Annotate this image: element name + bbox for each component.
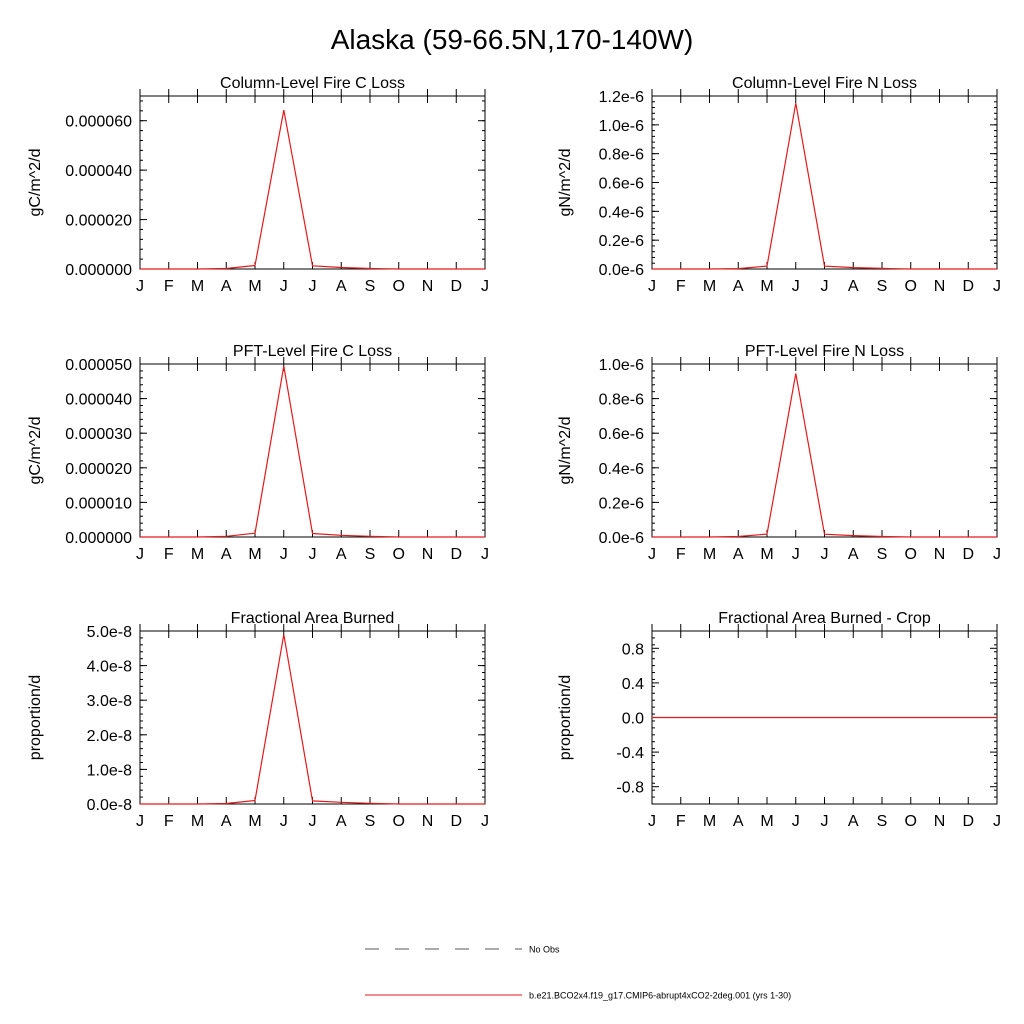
- x-tick-label: A: [732, 278, 744, 295]
- x-tick-label: S: [364, 813, 376, 830]
- x-tick-label: N: [933, 813, 946, 830]
- chart-panel-4: [557, 343, 1001, 563]
- x-tick-label: M: [702, 813, 717, 830]
- x-tick-label: D: [962, 278, 975, 295]
- x-tick-label: M: [190, 813, 205, 830]
- y-tick-label: 0.000000: [65, 530, 132, 547]
- x-tick-label: O: [904, 278, 917, 295]
- x-tick-label: N: [421, 546, 434, 563]
- legend: [365, 945, 791, 1001]
- x-tick-label: J: [993, 813, 1001, 830]
- x-tick-label: J: [648, 278, 656, 295]
- x-tick-label: J: [791, 546, 800, 563]
- x-tick-label: F: [163, 813, 174, 830]
- x-tick-label: J: [481, 546, 489, 563]
- x-tick-label: S: [876, 278, 888, 295]
- x-tick-label: J: [791, 278, 800, 295]
- x-tick-label: F: [675, 813, 686, 830]
- chart-panel-6: [557, 610, 1001, 830]
- x-tick-label: A: [335, 278, 347, 295]
- y-tick-label: -0.8: [616, 779, 644, 797]
- y-tick-label: 0.0e-6: [598, 530, 644, 547]
- y-tick-label: 0.0e-8: [86, 797, 132, 814]
- x-tick-label: D: [450, 546, 463, 563]
- chart-panel-1: [27, 75, 489, 295]
- x-tick-label: D: [450, 813, 463, 830]
- x-tick-label: A: [732, 813, 744, 830]
- legend-label-2: b.e21.BCO2x4.f19_g17.CMIP6-abrupt4xCO2-2deg.001 (yrs 1-30): [529, 990, 792, 1001]
- x-tick-label: S: [364, 278, 376, 295]
- x-tick-label: J: [481, 278, 489, 295]
- y-tick-label: 0.6e-6: [598, 426, 644, 444]
- x-tick-label: J: [648, 813, 656, 830]
- x-tick-label: J: [820, 813, 829, 830]
- y-tick-label: 0.000050: [65, 357, 132, 374]
- y-axis-label: proportion/d: [27, 674, 44, 761]
- series-line: [652, 374, 997, 538]
- x-tick-label: S: [876, 546, 888, 563]
- y-tick-label: 0.000040: [65, 163, 132, 181]
- y-tick-label: -0.4: [616, 745, 644, 763]
- plot-frame: [652, 96, 997, 269]
- x-tick-label: A: [335, 813, 347, 830]
- y-tick-label: 0.4: [621, 675, 644, 693]
- x-tick-label: D: [450, 278, 463, 295]
- x-tick-label: J: [993, 546, 1001, 563]
- y-tick-label: 0.8e-6: [598, 391, 644, 409]
- x-tick-label: M: [702, 278, 717, 295]
- y-tick-label: 0.2e-6: [598, 495, 644, 513]
- x-tick-label: J: [791, 813, 800, 830]
- y-tick-label: 0.2e-6: [598, 233, 644, 251]
- x-tick-label: D: [962, 813, 975, 830]
- plot-frame: [140, 96, 485, 269]
- x-tick-label: J: [136, 278, 144, 295]
- x-tick-label: J: [481, 813, 489, 830]
- x-tick-label: M: [248, 278, 262, 295]
- chart-panel-5: [27, 610, 489, 830]
- y-tick-label: 5.0e-8: [86, 624, 132, 641]
- y-axis-label: gC/m^2/d: [27, 416, 44, 485]
- plot-frame: [140, 631, 485, 804]
- y-tick-label: 0.0: [621, 710, 644, 728]
- x-tick-label: M: [248, 813, 262, 830]
- y-tick-label: 0.000030: [65, 426, 132, 444]
- y-tick-label: 0.000000: [65, 262, 132, 279]
- x-tick-label: M: [190, 278, 205, 295]
- x-tick-label: N: [933, 546, 946, 563]
- figure-title: Alaska (59-66.5N,170-140W): [330, 24, 694, 55]
- x-tick-label: J: [308, 813, 317, 830]
- y-axis-label: proportion/d: [557, 674, 574, 761]
- x-tick-label: A: [220, 813, 232, 830]
- chart-title: Column-Level Fire N Loss: [732, 75, 917, 92]
- y-tick-label: 0.000010: [65, 495, 132, 513]
- x-tick-label: A: [847, 813, 859, 830]
- chart-title: Fractional Area Burned - Crop: [718, 610, 931, 627]
- x-tick-label: N: [421, 813, 434, 830]
- y-tick-label: 0.6e-6: [598, 175, 644, 193]
- x-tick-label: F: [675, 278, 686, 295]
- x-tick-label: J: [820, 278, 829, 295]
- x-tick-label: A: [847, 546, 859, 563]
- chart-title: Fractional Area Burned: [230, 610, 395, 627]
- x-tick-label: M: [248, 546, 262, 563]
- series-line: [140, 635, 485, 805]
- x-tick-label: O: [392, 546, 405, 563]
- x-tick-label: F: [163, 546, 174, 563]
- x-tick-label: M: [760, 278, 774, 295]
- x-tick-label: F: [675, 546, 686, 563]
- x-tick-label: O: [392, 813, 405, 830]
- x-tick-label: J: [279, 546, 288, 563]
- y-tick-label: 1.0e-8: [86, 762, 132, 780]
- chart-title: Column-Level Fire C Loss: [220, 75, 405, 92]
- y-axis-label: gN/m^2/d: [557, 416, 574, 485]
- chart-title: PFT-Level Fire C Loss: [232, 343, 393, 360]
- x-tick-label: J: [820, 546, 829, 563]
- x-tick-label: J: [279, 278, 288, 295]
- x-tick-label: O: [392, 278, 405, 295]
- y-tick-label: 3.0e-8: [86, 693, 132, 711]
- chart-title: PFT-Level Fire N Loss: [744, 343, 905, 360]
- y-tick-label: 0.000040: [65, 391, 132, 409]
- y-tick-label: 1.0e-6: [598, 117, 644, 135]
- x-tick-label: J: [993, 278, 1001, 295]
- chart-panel-3: [27, 343, 489, 563]
- x-tick-label: O: [904, 813, 917, 830]
- y-axis-label: gC/m^2/d: [27, 148, 44, 217]
- x-tick-label: J: [136, 546, 144, 563]
- x-tick-label: J: [308, 278, 317, 295]
- x-tick-label: M: [702, 546, 717, 563]
- y-tick-label: 4.0e-8: [86, 658, 132, 676]
- y-tick-label: 0.000060: [65, 113, 132, 131]
- y-tick-label: 0.8e-6: [598, 146, 644, 164]
- y-tick-label: 0.000020: [65, 212, 132, 230]
- y-tick-label: 0.8: [621, 641, 644, 659]
- series-line: [140, 366, 485, 537]
- x-tick-label: O: [904, 546, 917, 563]
- series-line: [140, 110, 485, 269]
- plot-frame: [140, 364, 485, 537]
- x-tick-label: M: [760, 813, 774, 830]
- x-tick-label: S: [364, 546, 376, 563]
- x-tick-label: M: [760, 546, 774, 563]
- x-tick-label: J: [308, 546, 317, 563]
- x-tick-label: A: [220, 278, 232, 295]
- y-tick-label: 0.0e-6: [598, 262, 644, 279]
- x-tick-label: A: [220, 546, 232, 563]
- x-tick-label: A: [847, 278, 859, 295]
- y-tick-label: 0.4e-6: [598, 460, 644, 478]
- x-tick-label: N: [933, 278, 946, 295]
- legend-label-1: No Obs: [529, 944, 560, 955]
- plot-frame: [652, 364, 997, 537]
- x-tick-label: J: [136, 813, 144, 830]
- x-tick-label: N: [421, 278, 434, 295]
- x-tick-label: M: [190, 546, 205, 563]
- y-tick-label: 0.000020: [65, 460, 132, 478]
- x-tick-label: S: [876, 813, 888, 830]
- y-tick-label: 1.0e-6: [598, 357, 644, 374]
- y-tick-label: 0.4e-6: [598, 204, 644, 222]
- y-axis-label: gN/m^2/d: [557, 148, 574, 217]
- y-tick-label: 1.2e-6: [598, 89, 644, 106]
- y-tick-label: 2.0e-8: [86, 727, 132, 745]
- x-tick-label: A: [732, 546, 744, 563]
- x-tick-label: A: [335, 546, 347, 563]
- x-tick-label: J: [648, 546, 656, 563]
- series-line: [652, 103, 997, 269]
- chart-panel-2: [557, 75, 1001, 295]
- x-tick-label: J: [279, 813, 288, 830]
- x-tick-label: D: [962, 546, 975, 563]
- x-tick-label: F: [163, 278, 174, 295]
